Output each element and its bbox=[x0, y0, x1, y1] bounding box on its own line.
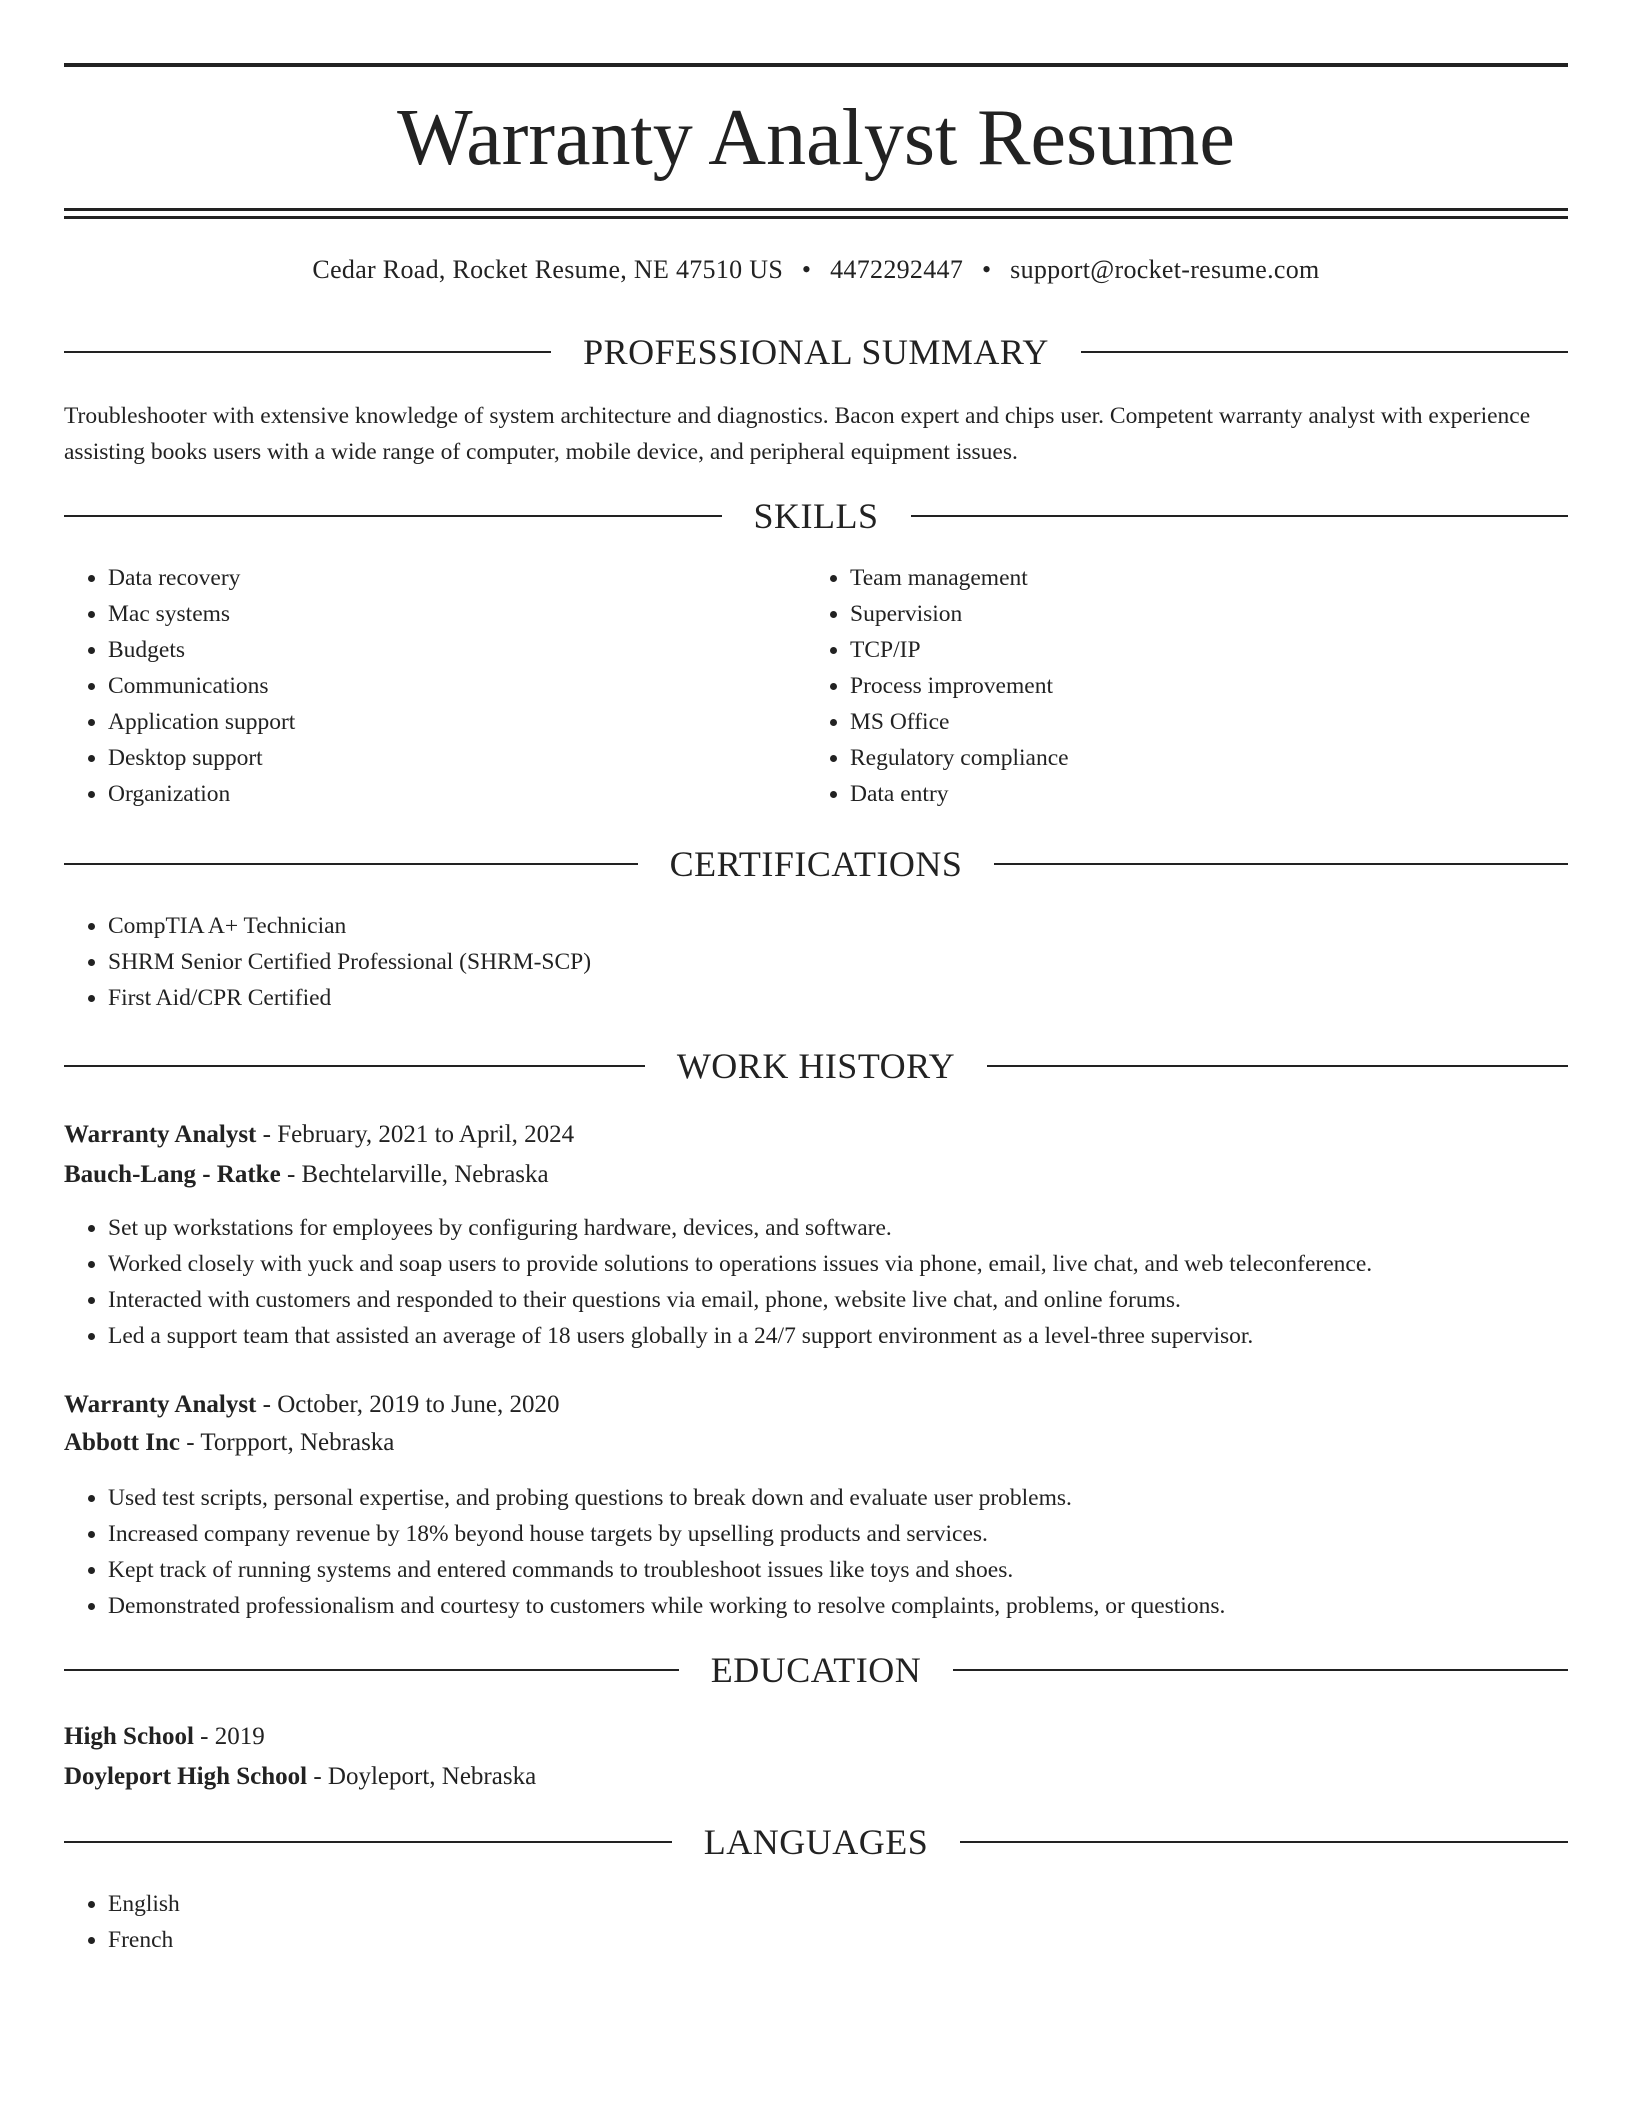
heading-rule bbox=[987, 1065, 1568, 1067]
certifications-list bbox=[64, 908, 1508, 1016]
heading-rule bbox=[64, 863, 638, 865]
heading-rule bbox=[953, 1669, 1568, 1671]
job-company: Abbott Inc bbox=[64, 1429, 180, 1456]
job-bullet: • Interacted with customers and responded to their questions via email, phone, website live chat, and online forums. bbox=[108, 1282, 1588, 1318]
skill-item: • Data entry bbox=[850, 776, 1550, 812]
heading-rule bbox=[994, 863, 1568, 865]
education-heading: EDUCATION bbox=[710, 1650, 922, 1690]
skill-item: • Team management bbox=[850, 560, 1550, 596]
contact-separator: • bbox=[981, 255, 992, 284]
skill-item: • Communications bbox=[108, 668, 798, 704]
languages-list bbox=[64, 1886, 708, 1958]
language-item: • English bbox=[108, 1886, 708, 1922]
education-degree: High School bbox=[64, 1723, 194, 1750]
summary-section-heading bbox=[64, 328, 1568, 376]
skill-item: • Organization bbox=[108, 776, 798, 812]
heading-rule bbox=[64, 351, 551, 353]
certification-item: • First Aid/CPR Certified bbox=[108, 980, 1508, 1016]
job-bullet: • Increased company revenue by 18% beyond house targets by upselling products and services. bbox=[108, 1516, 1588, 1552]
heading-rule bbox=[64, 1669, 679, 1671]
education-school-line bbox=[64, 1758, 536, 1796]
job-company-line bbox=[64, 1424, 394, 1462]
job-bullets bbox=[64, 1480, 1588, 1624]
languages-heading: LANGUAGES bbox=[703, 1822, 929, 1862]
skills-list-right bbox=[806, 560, 1550, 812]
languages-section-heading bbox=[64, 1818, 1568, 1866]
job-bullets bbox=[64, 1210, 1588, 1354]
education-year: - 2019 bbox=[193, 1723, 265, 1750]
title-rule-upper bbox=[64, 208, 1568, 211]
heading-rule bbox=[64, 1065, 645, 1067]
contact-address: Cedar Road, Rocket Resume, NE 47510 US bbox=[312, 255, 784, 284]
job-bullet: • Led a support team that assisted an average of 18 users globally in a 24/7 support environment as a level-three supervisor. bbox=[108, 1318, 1588, 1354]
job-bullet: • Used test scripts, personal expertise, and probing questions to break down and evaluate user problems. bbox=[108, 1480, 1588, 1516]
skill-item: • Regulatory compliance bbox=[850, 740, 1550, 776]
skill-item: • MS Office bbox=[850, 704, 1550, 740]
skill-item: • Desktop support bbox=[108, 740, 798, 776]
contact-email: support@rocket-resume.com bbox=[1010, 255, 1320, 284]
job-company: Bauch-Lang - Ratke bbox=[64, 1161, 281, 1188]
summary-heading: PROFESSIONAL SUMMARY bbox=[583, 332, 1049, 372]
education-location: - Doyleport, Nebraska bbox=[307, 1763, 537, 1790]
contact-separator: • bbox=[801, 255, 812, 284]
skill-item: • Application support bbox=[108, 704, 798, 740]
job-dates: - October, 2019 to June, 2020 bbox=[256, 1391, 560, 1418]
job-company-line bbox=[64, 1156, 549, 1194]
education-section-heading bbox=[64, 1646, 1568, 1694]
heading-rule bbox=[911, 515, 1569, 517]
certification-item: • CompTIA A+ Technician bbox=[108, 908, 1508, 944]
job-bullet: • Demonstrated professionalism and courtesy to customers while working to resolve complaints, problems, or questions. bbox=[108, 1588, 1588, 1624]
certifications-heading: CERTIFICATIONS bbox=[669, 844, 963, 884]
skill-item: • Budgets bbox=[108, 632, 798, 668]
education-degree-line bbox=[64, 1718, 265, 1756]
job-title-line bbox=[64, 1116, 574, 1154]
skill-item: • Mac systems bbox=[108, 596, 798, 632]
work-section-heading bbox=[64, 1042, 1568, 1090]
heading-rule bbox=[1081, 351, 1568, 353]
certification-item: • SHRM Senior Certified Professional (SHRM-SCP) bbox=[108, 944, 1508, 980]
page-title: Warranty Analyst Resume bbox=[397, 94, 1235, 182]
heading-rule bbox=[64, 515, 722, 517]
job-bullet: • Kept track of running systems and entered commands to troubleshoot issues like toys and shoes. bbox=[108, 1552, 1588, 1588]
job-location: - Bechtelarville, Nebraska bbox=[280, 1161, 549, 1188]
skills-list-left bbox=[64, 560, 798, 812]
skill-item: • Data recovery bbox=[108, 560, 798, 596]
summary-text: Troubleshooter with extensive knowledge of system architecture and diagnostics. Bacon expert and chips user. Competent warranty analyst with experience assisting books users with a wide range of computer, mobile device, and peripheral equipment issues. bbox=[64, 403, 1531, 465]
skill-item: • TCP/IP bbox=[850, 632, 1550, 668]
contact-line bbox=[64, 252, 1568, 288]
job-dates: - February, 2021 to April, 2024 bbox=[256, 1121, 575, 1148]
skills-heading: SKILLS bbox=[753, 496, 879, 536]
skill-item: • Supervision bbox=[850, 596, 1550, 632]
certifications-section-heading bbox=[64, 840, 1568, 888]
job-bullet: • Set up workstations for employees by configuring hardware, devices, and software. bbox=[108, 1210, 1588, 1246]
skills-section-heading bbox=[64, 492, 1568, 540]
language-item: • French bbox=[108, 1922, 708, 1958]
skill-item: • Process improvement bbox=[850, 668, 1550, 704]
job-title: Warranty Analyst bbox=[64, 1121, 257, 1148]
heading-rule bbox=[960, 1841, 1568, 1843]
top-rule bbox=[64, 63, 1568, 67]
education-school: Doyleport High School bbox=[64, 1763, 308, 1790]
job-title-line bbox=[64, 1386, 560, 1424]
contact-phone: 4472292447 bbox=[830, 255, 964, 284]
job-bullet: • Worked closely with yuck and soap users to provide solutions to operations issues via phone, email, live chat, and web teleconference. bbox=[108, 1246, 1588, 1282]
work-heading: WORK HISTORY bbox=[676, 1046, 956, 1086]
job-title: Warranty Analyst bbox=[64, 1391, 257, 1418]
job-location: - Torpport, Nebraska bbox=[180, 1429, 395, 1456]
title-rule-lower bbox=[64, 216, 1568, 219]
heading-rule bbox=[64, 1841, 672, 1843]
